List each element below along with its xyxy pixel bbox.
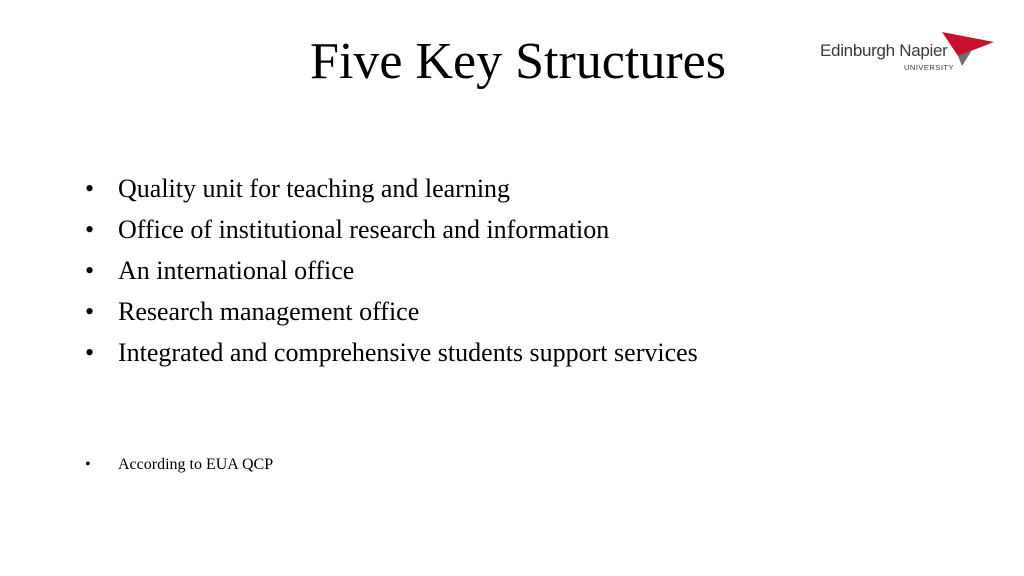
bullet-item	[80, 332, 698, 373]
source-note	[80, 454, 273, 476]
bullet-text: Office of institutional research and information	[118, 215, 610, 244]
bullet-marker: •	[85, 456, 91, 473]
bullet-text: Research management office	[118, 297, 420, 326]
slide-title: Five Key Structures	[310, 33, 726, 90]
bullet-item	[80, 209, 698, 250]
bullet-text: Quality unit for teaching and learning	[118, 174, 511, 203]
logo-name: Edinburgh Napier	[820, 41, 948, 60]
note-item	[80, 454, 273, 476]
note-text: According to EUA QCP	[118, 456, 274, 473]
logo-mark-icon	[942, 26, 996, 68]
bullet-marker: •	[85, 174, 95, 203]
bullet-marker: •	[85, 297, 95, 326]
bullet-text: An international office	[118, 256, 355, 285]
bullet-marker: •	[85, 215, 95, 244]
bullet-marker: •	[85, 338, 95, 367]
university-logo	[818, 26, 998, 76]
bullet-text: Integrated and comprehensive students support services	[118, 338, 698, 367]
bullet-marker: •	[85, 256, 95, 285]
bullet-list	[80, 168, 698, 373]
logo-subtitle: UNIVERSITY	[904, 63, 955, 72]
bullet-item	[80, 168, 698, 209]
bullet-item	[80, 250, 698, 291]
bullet-item	[80, 291, 698, 332]
